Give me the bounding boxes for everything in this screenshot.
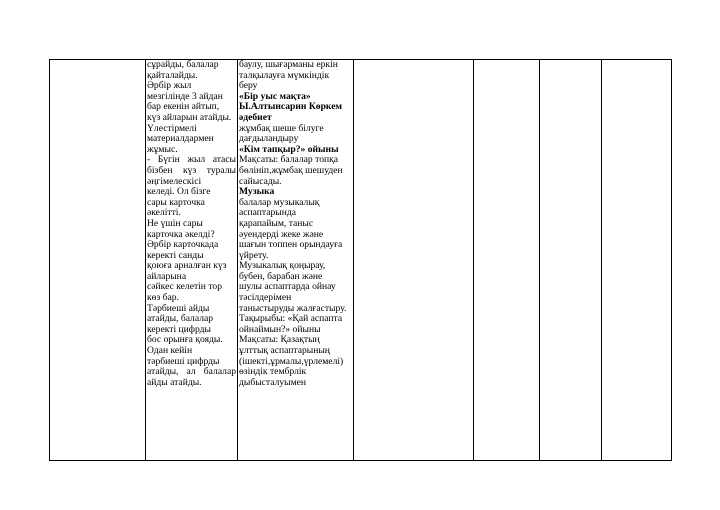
text-line-content: жұмбақ шеше білуге — [239, 123, 324, 134]
text-line-content: Музыкалық қоңырау, — [239, 261, 326, 272]
cell-text-lines — [239, 60, 352, 388]
table-cell-empty-1 — [50, 60, 146, 461]
text-line-content: баулу, шығарманы еркін — [239, 60, 338, 70]
text-line-activity: Тәрбиеші айды — [147, 303, 210, 314]
text-line-activity: бар екенін айтып, — [147, 102, 220, 113]
table-cell-activity-steps — [146, 60, 238, 461]
text-line-activity: керекті санды — [147, 250, 204, 261]
text-line-activity: Үлестірмелі — [147, 123, 197, 134]
text-line-content: балалар музыкалық — [239, 197, 320, 208]
text-line-activity: керекті цифрды — [147, 324, 212, 335]
text-line-content: өзіндік тембрлік — [239, 367, 307, 378]
text-line-content: үйрету. — [239, 250, 269, 261]
text-line-content: ойнаймын?» ойыны — [239, 324, 321, 335]
text-line-activity: бос орынға қояды. — [147, 335, 223, 346]
text-line-activity: Не үшін сары — [147, 218, 203, 229]
text-line-content: тәсілдерімен — [239, 293, 292, 304]
text-line-content: бөлініп,жұмбақ шешуден — [239, 165, 343, 176]
text-line-content: бубен, барабан және — [239, 271, 323, 282]
text-line-activity: қоюға арналған күз — [147, 261, 227, 272]
text-line-content: ұлттық аспаптарының — [239, 346, 330, 357]
text-line-activity: Әрбір карточкада — [147, 240, 219, 251]
text-line-content: талқылауға мүмкіндік — [239, 70, 330, 81]
text-line-activity: сары карточка — [147, 197, 205, 208]
text-line-content: шулы аспаптарда ойнау — [239, 282, 336, 293]
text-line-content: беру — [239, 81, 258, 92]
text-line-content: Мақсаты: балалар топқа — [239, 155, 339, 166]
table-cell-empty-7 — [602, 60, 672, 461]
text-line-activity: сәйкес келетін тор — [147, 282, 223, 293]
text-line-activity: көз бар. — [147, 293, 179, 304]
text-line-content: шағын топпен орындауға — [239, 240, 343, 251]
text-line-activity: Одан кейін — [147, 346, 193, 357]
text-line-activity: Әрбір жыл — [147, 81, 192, 92]
text-line-content: дағдыландыру — [239, 134, 299, 145]
table-cell-empty-4 — [354, 60, 474, 461]
text-line-activity: тәрбиеші цифрды — [147, 356, 220, 367]
text-line-activity: сұрайды, балалар — [147, 60, 219, 70]
text-line-activity: әңгімелескісі — [147, 176, 202, 187]
lesson-plan-table — [49, 59, 672, 461]
text-line-content: әдебиет — [239, 112, 272, 123]
table-row — [50, 60, 672, 461]
text-line-content: Музыка — [239, 187, 275, 198]
text-line-content: (ішекті,ұрмалы,үрлемелі) — [239, 356, 344, 367]
text-line-content: аспаптарында — [239, 208, 297, 219]
text-line-content: қарапайым, таныс — [239, 218, 314, 229]
text-line-activity: атайды, ал балалар — [147, 367, 236, 378]
text-line-activity: қайталайды. — [147, 70, 198, 81]
text-line-content: «Бір уыс мақта» — [239, 91, 311, 102]
text-line-activity: айды атайды. — [147, 377, 202, 388]
text-line-content: Мақсаты: Қазақтың — [239, 335, 320, 346]
text-line-activity: атайды, балалар — [147, 314, 214, 325]
text-line-content: «Кім тапқыр?» ойыны — [239, 144, 339, 155]
text-line-content: дыбысталуымен — [239, 377, 307, 388]
text-line-activity: күз айларын атайды. — [147, 112, 232, 123]
text-line-activity: карточка әкелді? — [147, 229, 215, 240]
text-line-activity: айларына — [147, 271, 187, 282]
text-line-activity: келеді. Ол бізге — [147, 187, 211, 198]
table-cell-empty-5 — [474, 60, 540, 461]
text-line-content: Тақырыбы: «Қай аспапта — [239, 314, 343, 325]
table-cell-lesson-content — [238, 60, 354, 461]
cell-text-lines — [147, 60, 236, 388]
table-cell-empty-6 — [540, 60, 602, 461]
text-line-content: таныстыруды жалғастыру. — [239, 303, 347, 314]
text-line-content: сайысады. — [239, 176, 282, 187]
text-line-activity: бізбен күз туралы — [147, 165, 236, 176]
text-line-activity: материалдармен — [147, 134, 214, 145]
text-line-activity: мезгілінде 3 айдан — [147, 91, 223, 102]
text-line-content: Ы.Алтынсарин Көркем — [239, 102, 342, 113]
text-line-activity: жұмыс. — [147, 144, 178, 155]
text-line-content: әуендерді жеке және — [239, 229, 324, 240]
text-line-activity: - Бүгін жыл атасы — [147, 155, 236, 166]
text-line-activity: әкелітті. — [147, 208, 181, 219]
